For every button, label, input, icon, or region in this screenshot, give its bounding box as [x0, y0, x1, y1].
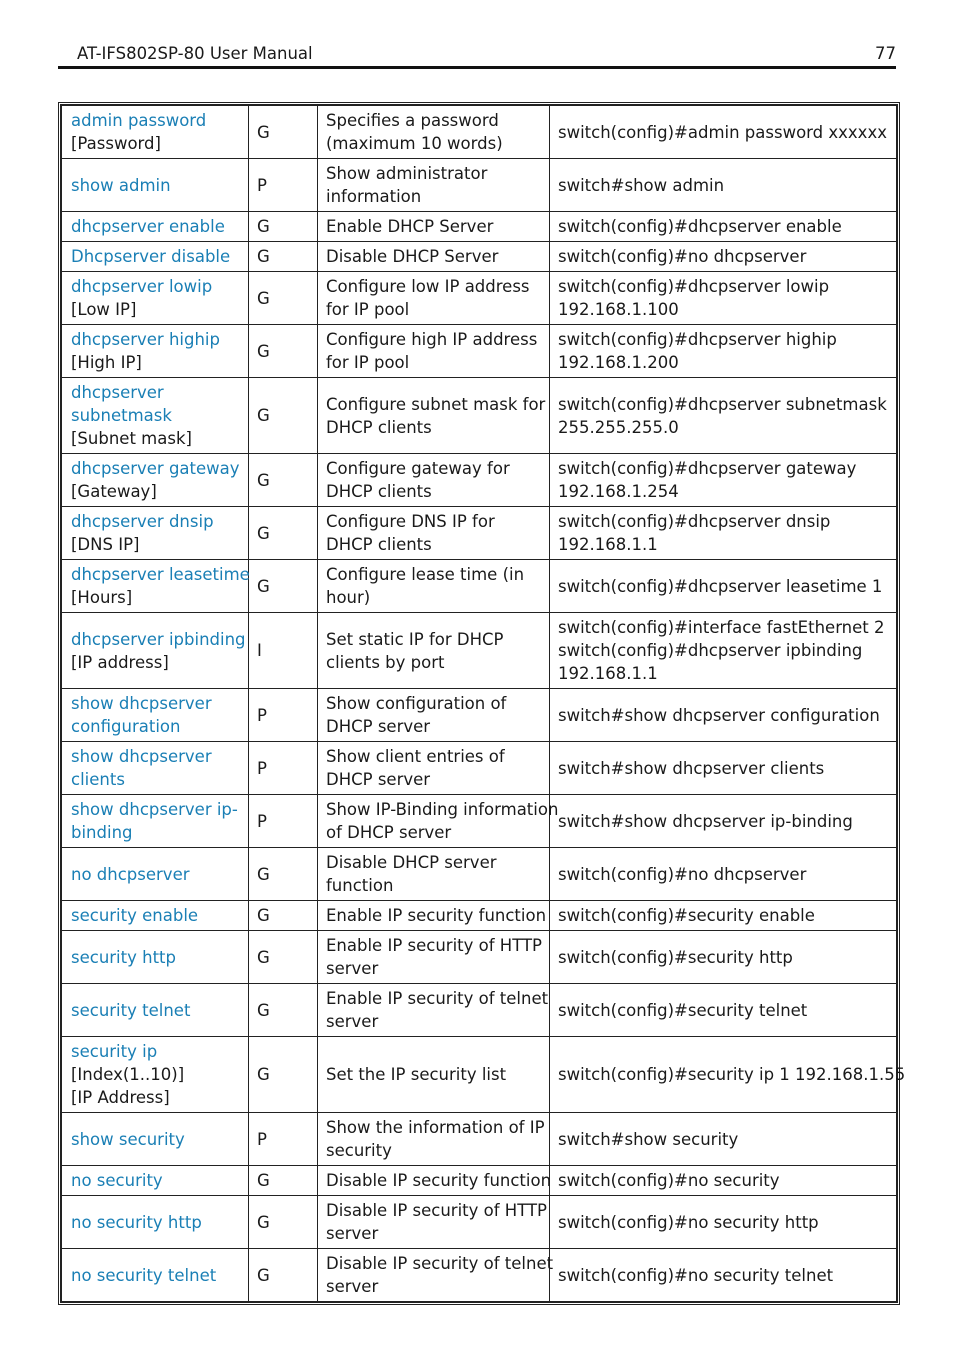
command-text: show security [71, 1129, 185, 1149]
command-cell [62, 742, 249, 795]
mode-cell [249, 507, 318, 560]
command-text: show dhcpserver [71, 694, 212, 713]
command-text: security enable [71, 906, 199, 925]
mode-cell [249, 242, 318, 272]
description-cell [318, 159, 550, 212]
example-cell [550, 212, 897, 242]
command-table [61, 105, 906, 1302]
description-cell [318, 106, 550, 159]
parameter-text: [High IP] [71, 353, 142, 372]
description-text: Show IP-Binding information [326, 800, 559, 819]
example-cell [550, 742, 897, 795]
mode-text: G [257, 1212, 270, 1232]
command-text: binding [71, 823, 133, 842]
description-cell [318, 272, 550, 325]
table-row [62, 106, 897, 159]
command-cell [62, 1113, 249, 1166]
command-cell [62, 560, 249, 613]
example-cell [550, 507, 897, 560]
example-text: 192.168.1.1 [558, 664, 658, 683]
description-cell [318, 325, 550, 378]
command-text: dhcpserver ipbinding [71, 629, 246, 649]
description-text: for IP pool [326, 353, 410, 372]
mode-cell [249, 613, 318, 689]
example-cell [550, 454, 897, 507]
description-text: Disable IP security of HTTP [326, 1201, 548, 1220]
parameter-text: [Gateway] [71, 482, 157, 501]
description-cell [318, 795, 559, 848]
description-text: Configure DNS IP for [326, 512, 495, 531]
table-row [62, 1113, 897, 1166]
example-text: switch(config)#no security [558, 1171, 780, 1190]
table-row [62, 1037, 897, 1113]
description-text: Configure low IP address [326, 277, 530, 296]
parameter-text: [Hours] [71, 588, 133, 607]
parameter-text: [IP Address] [71, 1088, 170, 1107]
description-cell [318, 742, 550, 795]
description-cell [318, 1037, 550, 1113]
mode-cell [249, 1037, 318, 1113]
command-text: dhcpserver gateway [71, 459, 240, 478]
command-cell [62, 1166, 249, 1196]
table-row [62, 159, 897, 212]
command-text: dhcpserver enable [71, 217, 225, 236]
command-text: show dhcpserver ip- [71, 800, 238, 819]
description-text: for IP pool [326, 300, 410, 319]
example-cell [550, 1113, 897, 1166]
table-row [62, 242, 897, 272]
mode-text: G [257, 1065, 270, 1084]
mode-cell [249, 901, 318, 931]
description-cell [318, 613, 550, 689]
example-text: switch(config)#no dhcpserver [558, 247, 807, 266]
table-row [62, 901, 897, 931]
description-text: Configure gateway for [326, 459, 510, 478]
description-cell [318, 689, 550, 742]
command-text: dhcpserver highip [71, 330, 220, 349]
mode-text: G [257, 523, 270, 543]
description-text: clients by port [326, 652, 445, 672]
table-row [62, 742, 897, 795]
example-text: switch(config)#dhcpserver ipbinding [558, 641, 863, 660]
mode-text: P [257, 1129, 267, 1149]
mode-cell [249, 272, 318, 325]
description-cell [318, 212, 550, 242]
mode-cell [249, 689, 318, 742]
table-row [62, 1166, 897, 1196]
example-text: switch(config)#interface fastEthernet 2 [558, 618, 885, 637]
example-text: switch(config)#no security http [558, 1212, 819, 1232]
example-cell [550, 325, 897, 378]
command-text: configuration [71, 717, 181, 736]
example-text: switch(config)#security http [558, 947, 793, 967]
command-text: no security [71, 1171, 163, 1190]
command-cell [62, 613, 249, 689]
example-text: switch(config)#security ip 1 192.168.1.55 [558, 1065, 906, 1084]
command-text: dhcpserver lowip [71, 277, 213, 296]
example-text: switch(config)#no security telnet [558, 1265, 834, 1285]
description-cell [318, 931, 550, 984]
command-text: no security telnet [71, 1265, 217, 1285]
description-text: server [326, 1277, 379, 1296]
description-cell [318, 1166, 550, 1196]
command-cell [62, 507, 249, 560]
description-cell [318, 1249, 554, 1302]
example-text: switch#show admin [558, 175, 725, 195]
description-text: DHCP clients [326, 535, 432, 554]
command-text: dhcpserver leasetime [71, 565, 250, 584]
example-cell [550, 560, 897, 613]
command-text: dhcpserver [71, 383, 164, 402]
mode-text: G [257, 864, 270, 884]
example-text: switch(config)#security enable [558, 906, 815, 925]
example-text: switch(config)#dhcpserver enable [558, 217, 842, 236]
example-cell [550, 984, 897, 1037]
command-cell [62, 795, 249, 848]
example-cell [550, 931, 897, 984]
example-cell [550, 159, 897, 212]
table-row [62, 212, 897, 242]
command-cell [62, 272, 249, 325]
example-text: switch(config)#admin password xxxxxx [558, 122, 887, 142]
command-cell [62, 454, 249, 507]
command-cell [62, 848, 249, 901]
table-row [62, 1249, 897, 1302]
description-text: server [326, 1012, 379, 1031]
description-text: of DHCP server [326, 823, 452, 842]
example-text: switch#show dhcpserver clients [558, 758, 825, 778]
table-row [62, 689, 897, 742]
table-row [62, 454, 897, 507]
description-text: Configure subnet mask for [326, 394, 546, 414]
command-text: subnetmask [71, 406, 172, 425]
mode-text: P [257, 811, 267, 831]
example-text: 192.168.1.100 [558, 300, 679, 319]
command-cell [62, 212, 249, 242]
mode-text: G [257, 122, 270, 142]
description-text: function [326, 876, 394, 895]
mode-cell [249, 106, 318, 159]
description-text: Enable IP security function [326, 906, 547, 925]
description-text: Show administrator [326, 164, 488, 183]
description-cell [318, 560, 550, 613]
description-text: Show configuration of [326, 694, 507, 713]
parameter-text: [DNS IP] [71, 535, 140, 554]
table-row [62, 984, 897, 1037]
command-cell [62, 1249, 249, 1302]
description-cell [318, 507, 550, 560]
command-cell [62, 931, 249, 984]
description-text: DHCP server [326, 770, 431, 789]
parameter-text: [Index(1..10)] [71, 1065, 185, 1084]
description-text: security [326, 1141, 392, 1160]
description-text: Enable IP security of telnet [326, 989, 549, 1008]
command-text: admin password [71, 111, 207, 130]
example-text: 255.255.255.0 [558, 417, 679, 437]
description-text: Show client entries of [326, 747, 505, 766]
table-row [62, 848, 897, 901]
description-text: Disable DHCP Server [326, 247, 499, 266]
description-cell [318, 1196, 550, 1249]
example-text: 192.168.1.1 [558, 535, 658, 554]
table-row [62, 613, 897, 689]
description-text: Show the information of IP [326, 1118, 545, 1137]
mode-text: P [257, 175, 267, 195]
page-header [77, 44, 896, 66]
example-text: 192.168.1.254 [558, 482, 679, 501]
example-text: 192.168.1.200 [558, 353, 679, 372]
description-text: Disable DHCP server [326, 853, 497, 872]
description-text: Set the IP security list [326, 1065, 507, 1084]
mode-cell [249, 159, 318, 212]
mode-cell [249, 1249, 318, 1302]
description-cell [318, 984, 550, 1037]
example-cell [550, 848, 897, 901]
description-text: server [326, 959, 379, 978]
description-text: hour) [326, 588, 371, 607]
description-text: Configure high IP address [326, 330, 538, 349]
mode-cell [249, 378, 318, 454]
command-cell [62, 378, 249, 454]
description-text: server [326, 1224, 379, 1243]
table-row [62, 1196, 897, 1249]
example-text: switch(config)#dhcpserver dnsip [558, 512, 831, 531]
command-cell [62, 159, 249, 212]
mode-text: G [257, 576, 270, 596]
command-text: no dhcpserver [71, 864, 190, 884]
table-row [62, 931, 897, 984]
example-text: switch(config)#dhcpserver leasetime 1 [558, 576, 883, 596]
command-cell [62, 106, 249, 159]
description-text: Specifies a password [326, 111, 499, 130]
description-cell [318, 848, 550, 901]
page-number: 77 [875, 44, 896, 63]
mode-cell [249, 795, 318, 848]
description-text: DHCP clients [326, 417, 432, 437]
example-cell [550, 613, 897, 689]
description-cell [318, 454, 550, 507]
mode-cell [249, 560, 318, 613]
example-cell [550, 795, 897, 848]
example-cell [550, 1196, 897, 1249]
description-text: DHCP clients [326, 482, 432, 501]
example-text: switch(config)#dhcpserver gateway [558, 459, 857, 478]
mode-cell [249, 212, 318, 242]
mode-cell [249, 984, 318, 1037]
description-text: Configure lease time (in [326, 565, 525, 584]
description-text: Disable IP security function [326, 1171, 552, 1190]
mode-text: P [257, 705, 267, 725]
mode-cell [249, 1113, 318, 1166]
example-cell [550, 1166, 897, 1196]
command-cell [62, 689, 249, 742]
mode-cell [249, 1166, 318, 1196]
example-cell [550, 689, 897, 742]
command-text: show dhcpserver [71, 747, 212, 766]
example-text: switch#show dhcpserver ip-binding [558, 811, 853, 831]
description-text: information [326, 187, 422, 206]
command-cell [62, 901, 249, 931]
mode-text: G [257, 1171, 270, 1190]
command-text: dhcpserver dnsip [71, 512, 214, 531]
mode-cell [249, 325, 318, 378]
command-text: show admin [71, 175, 171, 195]
example-cell [550, 1249, 897, 1302]
mode-text: G [257, 947, 270, 967]
header-rule [58, 66, 896, 69]
command-text: security telnet [71, 1000, 191, 1020]
mode-text: G [257, 288, 270, 308]
example-text: switch(config)#dhcpserver lowip [558, 277, 830, 296]
command-cell [62, 1037, 249, 1113]
command-text: no security http [71, 1212, 202, 1232]
mode-text: G [257, 341, 270, 361]
example-text: switch#show security [558, 1129, 739, 1149]
mode-text: I [257, 641, 262, 660]
example-text: switch(config)#security telnet [558, 1000, 808, 1020]
table-row [62, 507, 897, 560]
description-text: (maximum 10 words) [326, 134, 503, 153]
example-cell [550, 901, 897, 931]
example-text: switch(config)#no dhcpserver [558, 864, 807, 884]
description-cell [318, 242, 550, 272]
mode-text: G [257, 217, 270, 236]
description-cell [318, 901, 550, 931]
description-text: Disable IP security of telnet [326, 1254, 554, 1273]
command-text: security http [71, 947, 176, 967]
table-row [62, 795, 897, 848]
manual-title: AT-IFS802SP-80 User Manual [77, 44, 313, 63]
description-text: DHCP server [326, 717, 431, 736]
mode-text: G [257, 906, 270, 925]
description-cell [318, 378, 550, 454]
mode-text: G [257, 247, 270, 266]
command-text: clients [71, 770, 125, 789]
description-text: Enable IP security of HTTP [326, 936, 543, 955]
command-cell [62, 984, 249, 1037]
command-text: Dhcpserver disable [71, 247, 231, 266]
command-cell [62, 325, 249, 378]
command-table-body [62, 106, 906, 1302]
description-text: Enable DHCP Server [326, 217, 494, 236]
mode-text: G [257, 1265, 270, 1285]
command-cell [62, 242, 249, 272]
table-row [62, 325, 897, 378]
example-cell [550, 242, 897, 272]
parameter-text: [Subnet mask] [71, 429, 192, 448]
table-row [62, 378, 897, 454]
mode-text: G [257, 1000, 270, 1020]
parameter-text: [IP address] [71, 652, 169, 672]
mode-cell [249, 931, 318, 984]
example-cell [550, 106, 897, 159]
example-text: switch#show dhcpserver configuration [558, 705, 880, 725]
mode-text: G [257, 406, 270, 425]
parameter-text: [Password] [71, 134, 161, 153]
example-cell [550, 272, 897, 325]
mode-cell [249, 1196, 318, 1249]
example-text: switch(config)#dhcpserver highip [558, 330, 837, 349]
example-cell [550, 378, 897, 454]
table-row [62, 560, 897, 613]
command-table-frame [58, 102, 906, 1305]
example-text: switch(config)#dhcpserver subnetmask [558, 394, 887, 414]
parameter-text: [Low IP] [71, 300, 137, 319]
mode-text: P [257, 758, 267, 778]
description-text: Set static IP for DHCP [326, 629, 504, 649]
description-cell [318, 1113, 550, 1166]
mode-cell [249, 742, 318, 795]
command-cell [62, 1196, 249, 1249]
mode-text: G [257, 470, 270, 490]
mode-cell [249, 848, 318, 901]
example-cell [550, 1037, 906, 1113]
table-row [62, 272, 897, 325]
command-text: security ip [71, 1042, 158, 1061]
mode-cell [249, 454, 318, 507]
